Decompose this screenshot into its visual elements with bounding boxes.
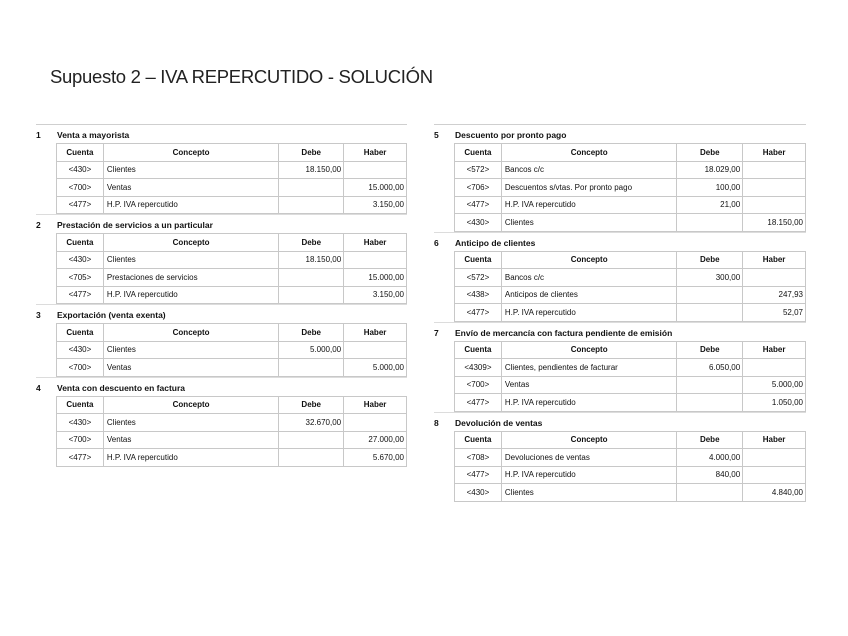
journal-table [56, 143, 407, 214]
journal-table [56, 323, 407, 377]
debe-cell: 5.000,00 [279, 341, 344, 359]
journal-entry-7 [434, 322, 806, 412]
entry-number: 6 [434, 237, 439, 248]
table-header-row [455, 341, 806, 359]
entry-header [434, 322, 806, 341]
haber-cell: 3.150,00 [344, 196, 407, 214]
column-header-haber: Haber [743, 341, 806, 359]
debe-cell [279, 359, 344, 377]
table-row [57, 414, 407, 432]
entry-header [36, 214, 407, 233]
cuenta-cell: <430> [57, 251, 104, 269]
debe-cell: 18.150,00 [279, 251, 344, 269]
haber-cell: 4.840,00 [743, 484, 806, 502]
table-header-row [57, 396, 407, 414]
column-header-cuenta: Cuenta [455, 431, 502, 449]
entry-title: Anticipo de clientes [455, 237, 536, 248]
concepto-cell: H.P. IVA repercutido [501, 466, 676, 484]
concepto-cell: H.P. IVA repercutido [501, 394, 677, 412]
cuenta-cell: <430> [57, 341, 104, 359]
concepto-cell: Bancos c/c [501, 269, 676, 287]
column-header-concepto: Concepto [103, 234, 278, 252]
table-header-row [57, 144, 407, 162]
debe-cell: 32.670,00 [279, 414, 344, 432]
debe-cell [677, 214, 743, 232]
entry-header [36, 377, 407, 396]
haber-cell [743, 161, 806, 179]
column-header-haber: Haber [344, 396, 407, 414]
concepto-cell: Ventas [103, 431, 278, 449]
column-header-haber: Haber [743, 431, 806, 449]
haber-cell: 247,93 [743, 286, 806, 304]
concepto-cell: Descuentos s/vtas. Por pronto pago [501, 179, 677, 197]
column-header-cuenta: Cuenta [455, 144, 502, 162]
cuenta-cell: <430> [455, 484, 502, 502]
column-header-debe: Debe [279, 396, 344, 414]
debe-cell [677, 484, 743, 502]
cuenta-cell: <477> [455, 196, 502, 214]
entry-header [36, 304, 407, 323]
debe-cell [279, 269, 344, 287]
haber-cell [344, 161, 407, 179]
debe-cell [677, 376, 743, 394]
column-header-cuenta: Cuenta [57, 324, 104, 342]
table-row [455, 196, 806, 214]
column-header-concepto: Concepto [103, 144, 278, 162]
column-header-cuenta: Cuenta [57, 234, 104, 252]
journal-table [454, 431, 806, 502]
table-row [57, 161, 407, 179]
column-header-concepto: Concepto [501, 251, 676, 269]
column-header-debe: Debe [677, 251, 743, 269]
cuenta-cell: <430> [455, 214, 502, 232]
debe-cell: 18.150,00 [279, 161, 344, 179]
entry-title: Descuento por pronto pago [455, 130, 567, 140]
entry-number: 3 [36, 310, 41, 320]
cuenta-cell: <477> [455, 304, 502, 322]
concepto-cell: Ventas [103, 359, 278, 377]
entry-header [434, 124, 806, 143]
journal-entry-1 [36, 124, 407, 214]
table-row [57, 269, 407, 287]
table-row [455, 359, 806, 377]
debe-cell: 840,00 [677, 466, 743, 484]
haber-cell [743, 466, 806, 484]
table-row [455, 269, 806, 287]
column-header-cuenta: Cuenta [455, 251, 502, 269]
concepto-cell: Clientes [103, 251, 278, 269]
concepto-cell: Ventas [501, 376, 677, 394]
column-header-debe: Debe [677, 341, 743, 359]
debe-cell [677, 304, 743, 322]
table-row [57, 179, 407, 197]
journal-entry-3 [36, 304, 407, 377]
table-row [455, 394, 806, 412]
debe-cell [677, 394, 743, 412]
cuenta-cell: <477> [455, 394, 502, 412]
cuenta-cell: <572> [455, 269, 502, 287]
cuenta-cell: <4309> [455, 359, 502, 377]
cuenta-cell: <572> [455, 161, 502, 179]
left-column [36, 124, 407, 467]
entry-number: 1 [36, 130, 41, 140]
concepto-cell: Clientes [501, 214, 677, 232]
cuenta-cell: <438> [455, 286, 502, 304]
journal-entry-2 [36, 214, 407, 304]
debe-cell: 4.000,00 [677, 449, 743, 467]
column-header-haber: Haber [344, 234, 407, 252]
entry-title: Exportación (venta exenta) [57, 310, 166, 320]
debe-cell [279, 449, 344, 467]
concepto-cell: H.P. IVA repercutido [103, 286, 278, 304]
concepto-cell: Anticipos de clientes [501, 286, 676, 304]
haber-cell: 18.150,00 [743, 214, 806, 232]
cuenta-cell: <700> [57, 179, 104, 197]
journal-table [56, 233, 407, 304]
haber-cell [743, 449, 806, 467]
entry-number: 7 [434, 327, 439, 338]
cuenta-cell: <700> [57, 359, 104, 377]
page-title: Supuesto 2 – IVA REPERCUTIDO - SOLUCIÓN [50, 66, 433, 87]
haber-cell: 5.000,00 [743, 376, 806, 394]
journal-table [454, 251, 806, 322]
table-row [57, 431, 407, 449]
column-header-haber: Haber [344, 324, 407, 342]
entry-title: Venta con descuento en factura [57, 382, 186, 393]
cuenta-cell: <700> [455, 376, 502, 394]
concepto-cell: Clientes, pendientes de facturar [501, 359, 677, 377]
haber-cell [344, 251, 407, 269]
entry-title: Devolución de ventas [455, 417, 543, 428]
haber-cell: 3.150,00 [344, 286, 407, 304]
column-header-concepto: Concepto [501, 431, 676, 449]
debe-cell: 100,00 [677, 179, 743, 197]
haber-cell: 5.000,00 [344, 359, 407, 377]
entry-title: Envío de mercancía con factura pendiente de emisión [455, 327, 673, 338]
table-header-row [455, 251, 806, 269]
table-row [455, 161, 806, 179]
haber-cell [743, 269, 806, 287]
cuenta-cell: <477> [57, 196, 104, 214]
concepto-cell: H.P. IVA repercutido [103, 449, 278, 467]
concepto-cell: Clientes [501, 484, 676, 502]
table-row [57, 196, 407, 214]
column-header-concepto: Concepto [501, 341, 677, 359]
cuenta-cell: <700> [57, 431, 104, 449]
cuenta-cell: <430> [57, 161, 104, 179]
column-header-concepto: Concepto [103, 324, 278, 342]
debe-cell: 18.029,00 [677, 161, 743, 179]
entry-header [434, 232, 806, 251]
haber-cell: 52,07 [743, 304, 806, 322]
concepto-cell: Devoluciones de ventas [501, 449, 676, 467]
haber-cell [743, 359, 806, 377]
column-header-debe: Debe [279, 144, 344, 162]
haber-cell [344, 414, 407, 432]
debe-cell [279, 431, 344, 449]
column-header-debe: Debe [677, 144, 743, 162]
column-header-cuenta: Cuenta [57, 144, 104, 162]
table-row [455, 286, 806, 304]
table-header-row [57, 324, 407, 342]
table-row [455, 304, 806, 322]
entry-title: Prestación de servicios a un particular [57, 220, 213, 230]
table-header-row [57, 234, 407, 252]
debe-cell: 6.050,00 [677, 359, 743, 377]
column-header-debe: Debe [279, 234, 344, 252]
cuenta-cell: <477> [57, 449, 104, 467]
entry-number: 4 [36, 382, 41, 393]
debe-cell: 21,00 [677, 196, 743, 214]
right-column [434, 124, 806, 502]
column-header-concepto: Concepto [501, 144, 677, 162]
concepto-cell: Clientes [103, 341, 278, 359]
column-header-debe: Debe [677, 431, 743, 449]
table-row [455, 484, 806, 502]
debe-cell [279, 179, 344, 197]
concepto-cell: Prestaciones de servicios [103, 269, 278, 287]
journal-table [56, 396, 407, 467]
entry-number: 8 [434, 417, 439, 428]
haber-cell: 15.000,00 [344, 269, 407, 287]
table-row [57, 359, 407, 377]
haber-cell: 27.000,00 [344, 431, 407, 449]
column-header-cuenta: Cuenta [57, 396, 104, 414]
debe-cell: 300,00 [677, 269, 743, 287]
concepto-cell: H.P. IVA repercutido [501, 304, 676, 322]
journal-entry-5 [434, 124, 806, 232]
table-row [455, 449, 806, 467]
cuenta-cell: <708> [455, 449, 502, 467]
debe-cell [279, 286, 344, 304]
cuenta-cell: <477> [57, 286, 104, 304]
table-row [455, 376, 806, 394]
cuenta-cell: <430> [57, 414, 104, 432]
haber-cell [743, 179, 806, 197]
column-header-concepto: Concepto [103, 396, 278, 414]
haber-cell: 1.050,00 [743, 394, 806, 412]
haber-cell: 15.000,00 [344, 179, 407, 197]
concepto-cell: H.P. IVA repercutido [103, 196, 278, 214]
column-header-haber: Haber [344, 144, 407, 162]
journal-entry-4 [36, 377, 407, 467]
table-row [455, 466, 806, 484]
entry-header [36, 124, 407, 143]
concepto-cell: Ventas [103, 179, 278, 197]
column-header-haber: Haber [743, 144, 806, 162]
entry-number: 5 [434, 130, 439, 140]
debe-cell [677, 286, 743, 304]
cuenta-cell: <706> [455, 179, 502, 197]
column-header-haber: Haber [743, 251, 806, 269]
table-row [57, 341, 407, 359]
haber-cell [743, 196, 806, 214]
concepto-cell: Clientes [103, 161, 278, 179]
entry-number: 2 [36, 220, 41, 230]
table-row [455, 214, 806, 232]
entry-header [434, 412, 806, 431]
cuenta-cell: <705> [57, 269, 104, 287]
column-header-cuenta: Cuenta [455, 341, 502, 359]
haber-cell [344, 341, 407, 359]
table-row [57, 251, 407, 269]
haber-cell: 5.670,00 [344, 449, 407, 467]
cuenta-cell: <477> [455, 466, 502, 484]
concepto-cell: H.P. IVA repercutido [501, 196, 677, 214]
journal-entry-8 [434, 412, 806, 502]
column-header-debe: Debe [279, 324, 344, 342]
concepto-cell: Bancos c/c [501, 161, 677, 179]
table-row [57, 286, 407, 304]
journal-table [454, 143, 806, 232]
journal-entry-6 [434, 232, 806, 322]
table-row [455, 179, 806, 197]
journal-table [454, 341, 806, 412]
table-header-row [455, 431, 806, 449]
table-row [57, 449, 407, 467]
concepto-cell: Clientes [103, 414, 278, 432]
table-header-row [455, 144, 806, 162]
entry-title: Venta a mayorista [57, 130, 130, 140]
debe-cell [279, 196, 344, 214]
